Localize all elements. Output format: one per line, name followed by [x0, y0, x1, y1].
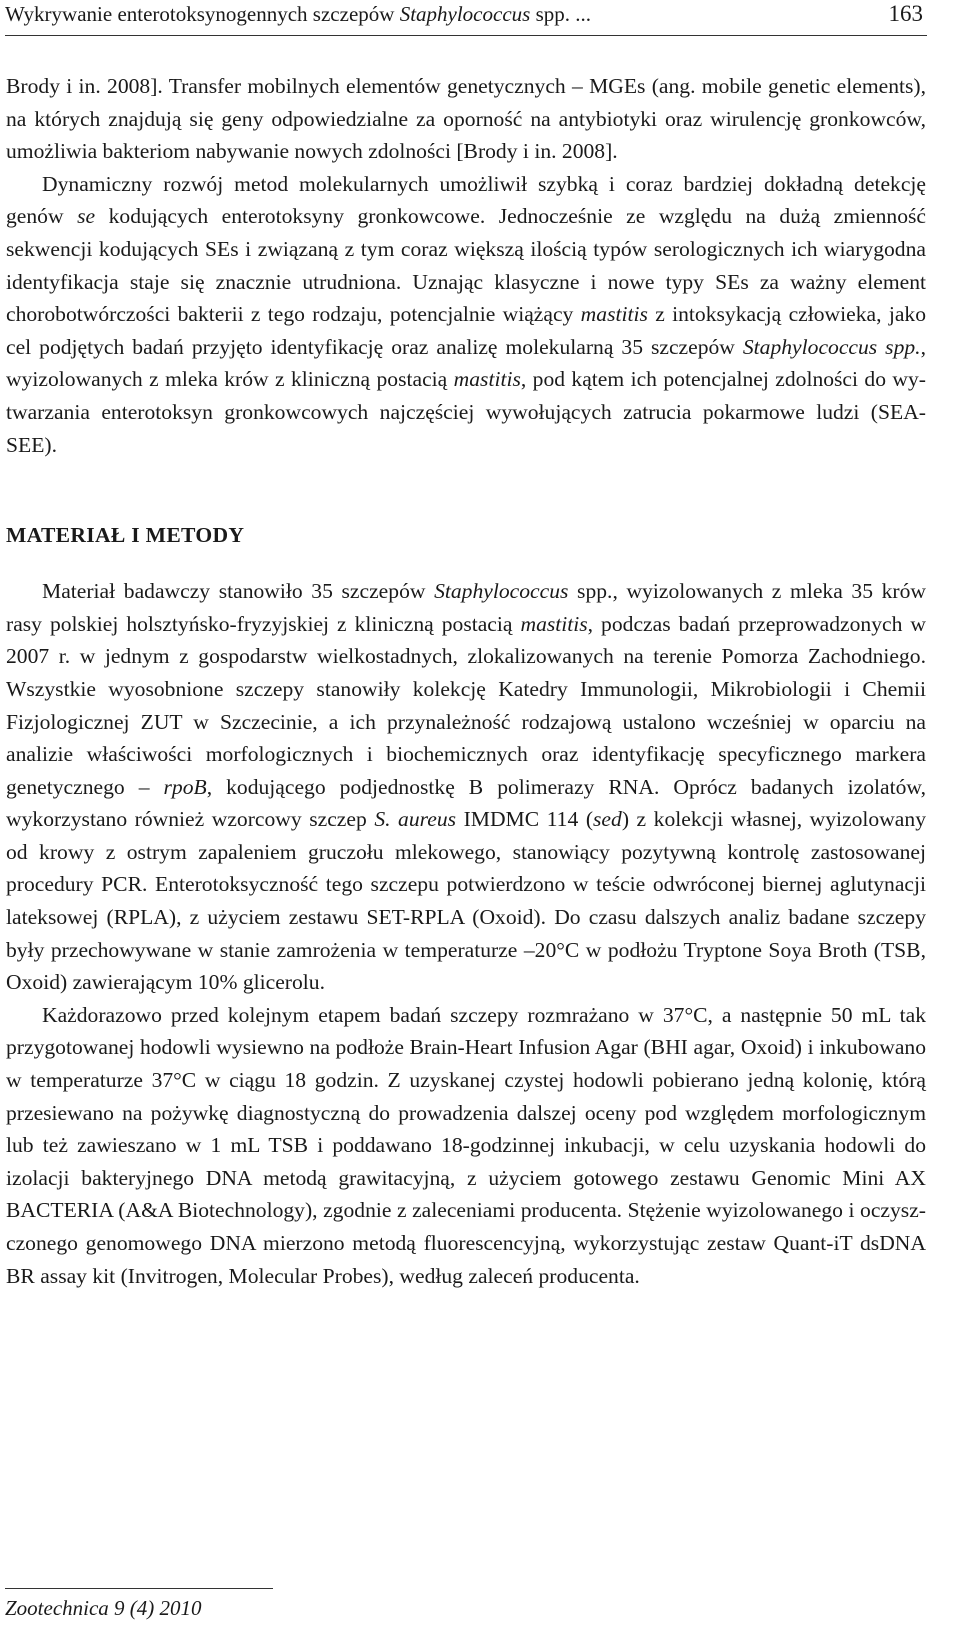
paragraph-text: Dynamiczny rozwój metod molekularnych umożliwił szybką i coraz bardziej dokładną detekcję genów — [6, 171, 926, 229]
paragraph-text: kodujących enterotoksyny gronkowcowe. Jednocześnie ze względu na dużą zmienność sekwencji kodujących SEs i związaną z tym coraz większą ilością typów serologicznych ich wiarygodna identyfikacja staje się znacznie utrudniona. Uznając klasyczne i nowe typy SEs za ważny element chorobotwórczości bakterii z tego rodzaju, potencjalnie wiążący — [6, 204, 927, 327]
paragraph-text: Każdorazowo przed kolejnym etapem badań szczepy rozmrażano w 37°C, a następnie 50 mL tak przygotowanej hodowli wysiewno na podłoże Brain-Heart Infusion Agar (BHI agar, Oxoid) i inkubowano w temperaturze 37°C w ciągu 18 godzin. Z uzyskanej czystej hodowli pobierano jedną kolonię, którą przesiewano na pożywkę diagnostyczną do prowadzenia dalszej oceny pod względem morfologicznym lub też zawieszano w 1 mL TSB i poddawano 18-godzinnej inkubacji, w celu uzyskania hodowli do izolacji bakteryjnego DNA metodą grawitacyjną, z użyciem gotowego zestawu Genomic Mini AX BACTERIA (A&A Biotechnology), zgodnie z zaleceniami producenta. Stężenie wyizolowanego i oczyszczonego genomowego DNA mierzono metodą fluorescencyjną, wykorzystując zestaw Quant-iT dsDNA BR assay kit (Invitrogen, Molecular Probes), według zaleceń producenta. — [6, 1002, 926, 1288]
section-heading: MATERIAŁ I METODY — [6, 523, 245, 548]
paragraph-text: z intoksykacją człowieka, jako cel podjętych badań przyjęto identyfikację oraz analizę molekularną 35 szczepów — [6, 302, 926, 359]
running-title-genus: Staphylococcus — [399, 2, 531, 26]
running-title-end: spp. ... — [530, 2, 591, 26]
paragraph-material — [6, 575, 926, 999]
paragraph-text: Materiał badawczy stanowiło 35 szczepów — [42, 579, 435, 604]
paragraph-text: , pod kątem ich potencjalnej zdolności do wytwarzania enterotoksyn gronkowcowych najczęściej wywołujących zatrucia pokarmowe ludzi (SEA-SEE). — [6, 367, 926, 457]
paragraph-text: , kodującego podjednostkę B polimerazy RNA. Oprócz badanych izolatów, wykorzystano również wzorcowy szczep — [6, 774, 926, 832]
paragraph-aim — [6, 168, 926, 461]
running-title-start: Wykrywanie enterotoksynogennych szczepów — [5, 2, 400, 26]
journal-footer: Zootechnica 9 (4) 2010 — [5, 1596, 202, 1620]
section-spacer — [6, 551, 926, 575]
italic-term: mastitis — [453, 367, 521, 392]
italic-term: sed — [593, 807, 622, 832]
italic-term: se — [77, 204, 96, 229]
section-spacer — [6, 461, 926, 519]
article-body — [6, 70, 926, 1292]
running-title — [5, 0, 591, 28]
italic-term: S. aureus — [374, 807, 457, 832]
paragraph-text: ) z kolekcji własnej, wyizolowany od krowy z ostrym zapaleniem gruczołu mlekowego, stanowiący pozytywną kontrolę zastosowanej procedury PCR. Enterotoksyczność tego szczepu potwierdzono w teście odwróconej biernej aglutynacji lateksowej (RPLA), z użyciem zestawu SET-RPLA (Oxoid). Do czasu dalszych analiz badane szczepy były przechowywane w stanie zamrożenia w temperaturze –20°C w podłożu Tryptone Soya Broth (TSB, Oxoid) zawierającym 10% glicerolu. — [6, 807, 926, 995]
paragraph-text: Brody i in. 2008]. Transfer mobilnych elementów genetycznych – MGEs (ang. mobile genetic elements), na których znajdują się geny odpowiedzialne za oporność na antybiotyki oraz wirulencję gronkowców, umożliwia bakteriom nabywanie nowych zdolności [Brody i in. 2008]. — [6, 74, 926, 164]
paragraph-text: , podczas badań przeprowadzonych w 2007 r. w jednym z gospodarstw wielkostadnych, zlokalizowanych na terenie Pomorza Zachodniego. Wszystkie wyosobnione szczepy stanowiły kolekcję Katedry Immunologii, Mikrobiologii i Chemii Fizjologicznej ZUT w Szczecinie, a ich przynależność rodzajową ustalono wcześniej w oparciu na analizie właściwości morfologicznych i biochemicznych oraz identyfikację specyficznego markera genetycznego – — [6, 611, 926, 799]
header-rule — [5, 35, 927, 36]
running-head — [5, 0, 925, 34]
italic-term: mastitis — [580, 302, 648, 327]
paragraph-text: IMDMC 114 ( — [456, 807, 594, 832]
paragraph-text: , wyizolowanych z mleka krów z kliniczną postacią — [6, 334, 926, 392]
italic-term: rpoB — [163, 774, 207, 799]
paragraph-methods — [6, 999, 926, 1292]
footer-rule — [5, 1588, 273, 1589]
paragraph-text: spp., wyizolowanych z mleka 35 krów rasy polskiej holsztyńsko-fryzyjskiej z kliniczną postacią — [6, 579, 927, 636]
paragraph-continuation — [6, 70, 926, 168]
page-number: 163 — [888, 1, 923, 26]
italic-term: mastitis — [520, 611, 588, 636]
italic-term: Staphylococcus spp. — [742, 334, 921, 359]
italic-term: Staphylococcus — [434, 579, 569, 604]
